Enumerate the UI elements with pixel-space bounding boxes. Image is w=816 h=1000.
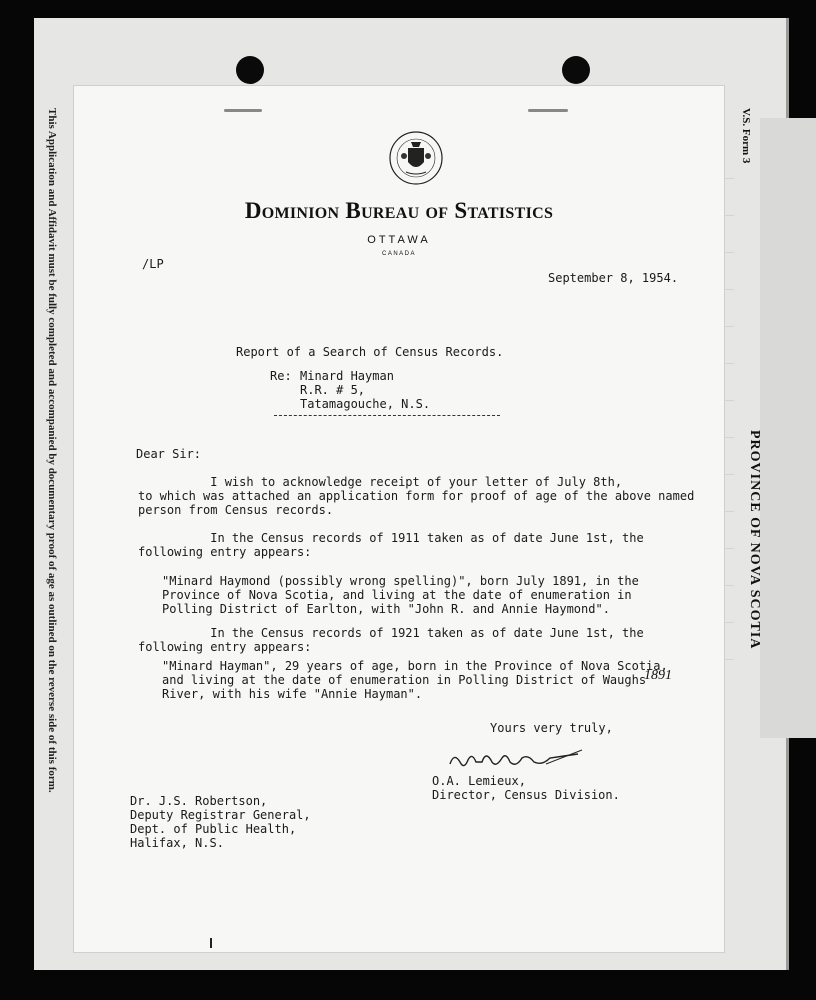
re-line: Tatamagouche, N.S.: [300, 397, 431, 411]
census-entry-1921: "Minard Hayman", 29 years of age, born in the Province of Nova Scotia, and living at the date of enumeration in Polling District of Waughs River, with his wife "Annie Hayman".: [162, 659, 668, 701]
form-instructions: This Application and Affidavit must be fully completed and accompanied by documentary proof of age as outlined on the reverse side of this form.: [46, 108, 58, 793]
staple-mark: [224, 109, 262, 112]
punch-hole: [236, 56, 264, 84]
letter-date: September 8, 1954.: [548, 271, 679, 285]
letter-subject: Report of a Search of Census Records.: [236, 345, 504, 359]
signature: [446, 744, 586, 774]
reference-code: /LP: [142, 257, 164, 271]
handwritten-note: 1891: [644, 668, 672, 683]
census-entry-1911: "Minard Haymond (possibly wrong spelling)", born July 1891, in the Province of Nova Scotia, and living at the date of enumeration in Polling District of Earlton, with "John R. and Annie Haymond".: [162, 574, 639, 616]
paragraph: In the Census records of 1911 taken as of date June 1st, the following entry appears:: [138, 531, 644, 559]
re-line: R.R. # 5,: [300, 383, 366, 397]
form-number: V.S. Form 3: [740, 108, 752, 164]
letterhead-country: CANADA: [381, 251, 416, 257]
staple-mark: [528, 109, 568, 112]
re-block: [300, 369, 430, 411]
letterhead-city: OTTAWA: [367, 234, 431, 246]
province-label: PROVINCE OF NOVA SCOTIA: [747, 430, 762, 650]
signer-title: Director, Census Division.: [432, 788, 620, 802]
census-letter: [74, 86, 724, 952]
salutation: Dear Sir:: [136, 447, 202, 461]
form-right-strip: [760, 118, 816, 738]
re-label: Re:: [270, 369, 292, 383]
signer-name: O.A. Lemieux,: [432, 774, 526, 788]
punch-hole: [562, 56, 590, 84]
re-line: Minard Hayman: [300, 369, 394, 383]
organization-name: Dominion Bureau of Statistics: [244, 198, 554, 223]
coat-of-arms-seal: [386, 128, 446, 198]
paragraph: I wish to acknowledge receipt of your letter of July 8th, to which was attached an application form for proof of age of the above named person from Census records.: [138, 475, 695, 517]
pen-mark: [210, 938, 212, 948]
dashed-rule: [274, 415, 500, 416]
addressee-block: Dr. J.S. Robertson, Deputy Registrar General, Dept. of Public Health, Halifax, N.S.: [130, 794, 311, 850]
paragraph: In the Census records of 1921 taken as of date June 1st, the following entry appears:: [138, 626, 644, 654]
closing: Yours very truly,: [490, 721, 613, 735]
